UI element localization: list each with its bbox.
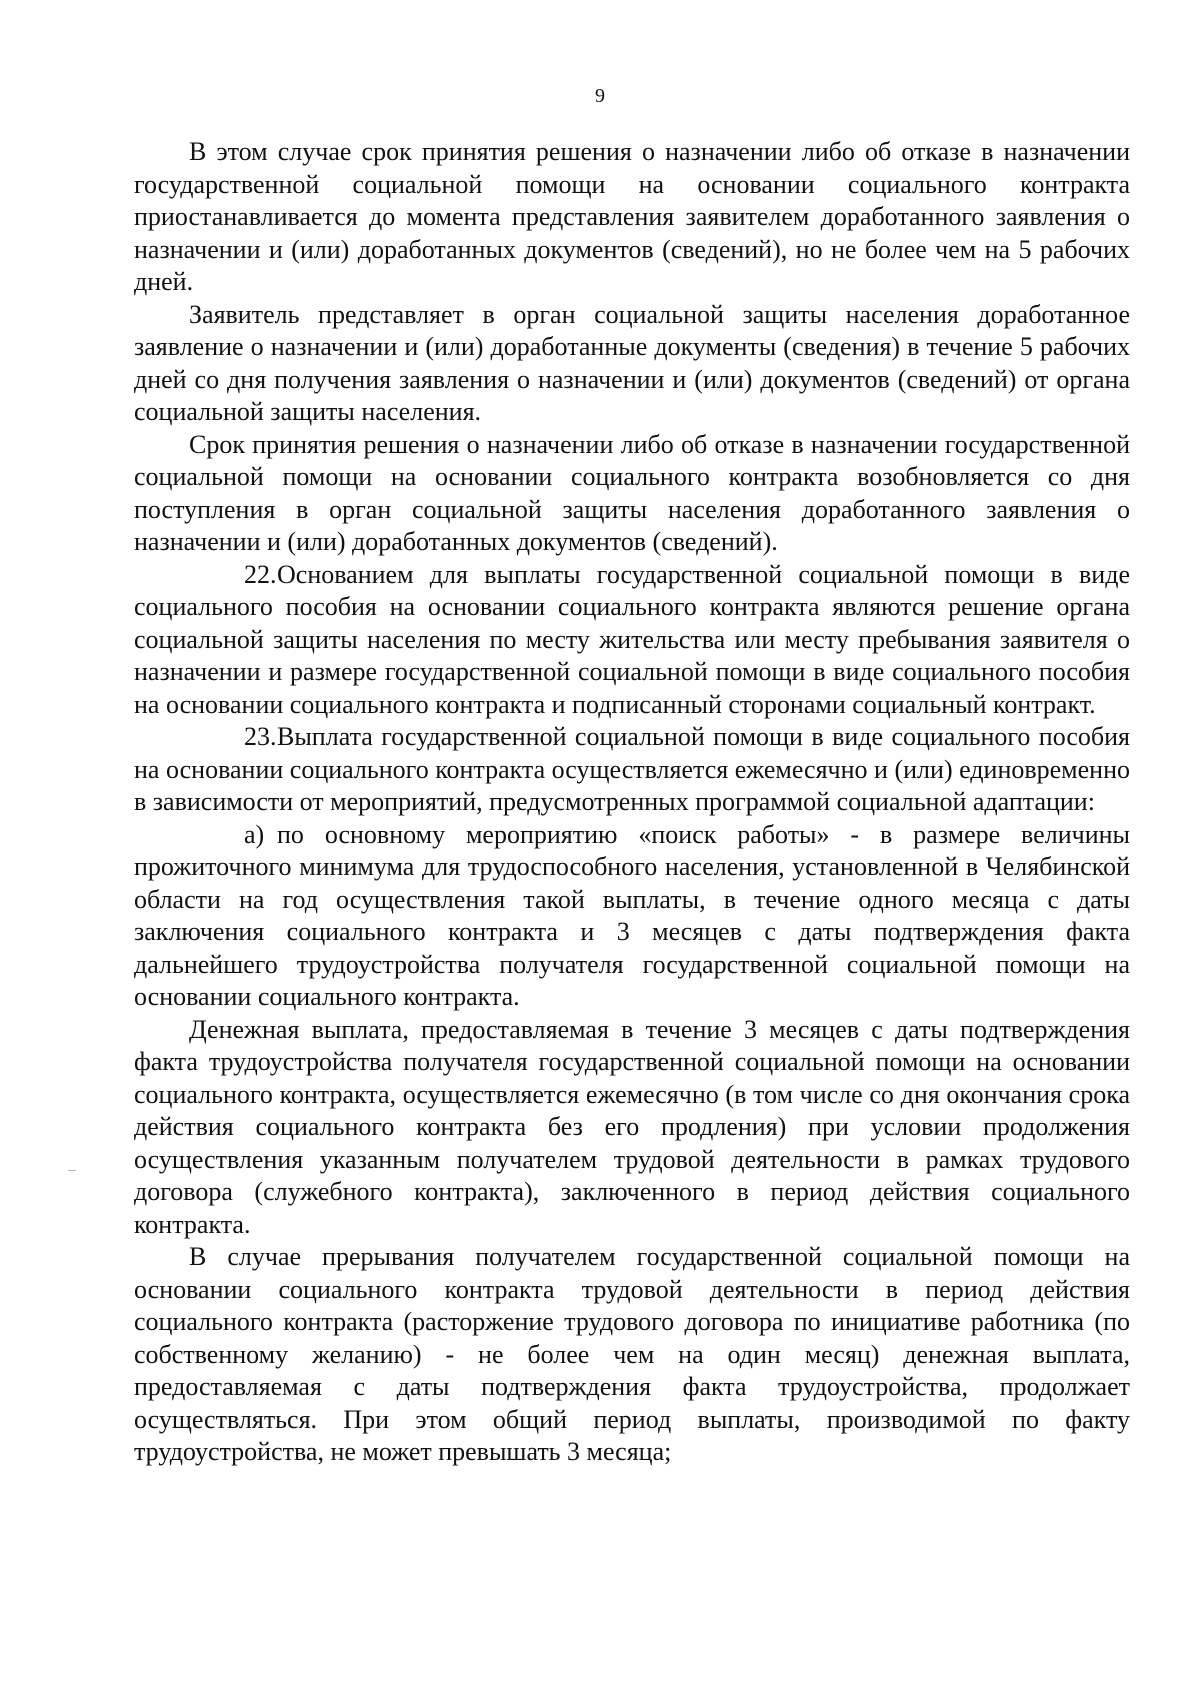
clause-23 [134, 721, 1130, 819]
clause-number: 23. [244, 722, 277, 751]
paragraph-suspension-of-decision [134, 136, 1130, 299]
paragraph-applicant-submission [134, 299, 1130, 429]
clause-22 [134, 559, 1130, 722]
subclause-a [134, 819, 1130, 1014]
document-body [134, 136, 1130, 1469]
paragraph-text: Заявитель представляет в орган социальной защиты населения доработанное заявление о назначении и (или) доработанные документы (сведения) в течение 5 рабочих дней со дня получения заявления о назначении и (или) документов (сведений) от органа социальной защиты населения. [134, 299, 1130, 426]
paragraph-resumption-of-decision [134, 429, 1130, 559]
paragraph-text: В этом случае срок принятия решения о назначении либо об отказе в назначении государственной социальной помощи на основании социального контракта приостанавливается до момента представления заявителем доработанного заявления о назначении и (или) доработанных документов (сведений), но не более чем на 5 рабочих дней. [134, 137, 1130, 296]
paragraph-text: по основному мероприятию «поиск работы» - в размере величины прожиточного минимума для трудоспособного населения, установленной в Челябинской области на год осуществления такой выплаты, в течение одного месяца с даты заключения социального контракта и 3 месяцев с даты подтверждения факта дальнейшего трудоустройства получателя государственной социальной помощи на основании социального контракта. [134, 819, 1130, 1011]
page-number: 9 [595, 85, 605, 107]
paragraph-interruption-of-work [134, 1241, 1130, 1469]
paragraph-text: Основанием для выплаты государственной социальной помощи в виде социального пособия на основании социального контракта являются решение органа социальной защиты населения по месту жительства или месту пребывания заявителя о назначении и размере государственной социальной помощи в виде социального пособия на основании социального контракта и подписанный сторонами социальный контракт. [134, 559, 1130, 719]
paragraph-cash-payment [134, 1014, 1130, 1242]
paragraph-text: Выплата государственной социальной помощи в виде социального пособия на основании социального контракта осуществляется ежемесячно и (или) единовременно в зависимости от мероприятий, предусмотренных программой социальной адаптации: [134, 722, 1130, 816]
paragraph-text: В случае прерывания получателем государственной социальной помощи на основании социального контракта трудовой деятельности в период действия социального контракта (расторжение трудового договора по инициативе работника (по собственному желанию) - не более чем на один месяц) денежная выплата, предоставляемая с даты подтверждения факта трудоустройства, продолжает осуществляться. При этом общий период выплаты, производимой по факту трудоустройства, не может превышать 3 месяца; [134, 1242, 1130, 1466]
subclause-letter: а) [244, 819, 265, 849]
paragraph-text: Срок принятия решения о назначении либо об отказе в назначении государственной социальной помощи на основании социального контракта возобновляется со дня поступления в орган социальной защиты населения доработанного заявления о назначении и (или) доработанных документов (сведений). [134, 429, 1130, 556]
paragraph-text: Денежная выплата, предоставляемая в течение 3 месяцев с даты подтверждения факта трудоустройства получателя государственной социальной помощи на основании социального контракта, осуществляется ежемесячно (в том числе со дня окончания срока действия социального контракта без его продления) при условии продолжения осуществления указанным получателем трудовой деятельности в рамках трудового договора (служебного контракта), заключенного в период действия социального контракта. [134, 1014, 1130, 1239]
clause-number: 22. [244, 559, 277, 589]
scan-artifact [68, 1170, 76, 1171]
